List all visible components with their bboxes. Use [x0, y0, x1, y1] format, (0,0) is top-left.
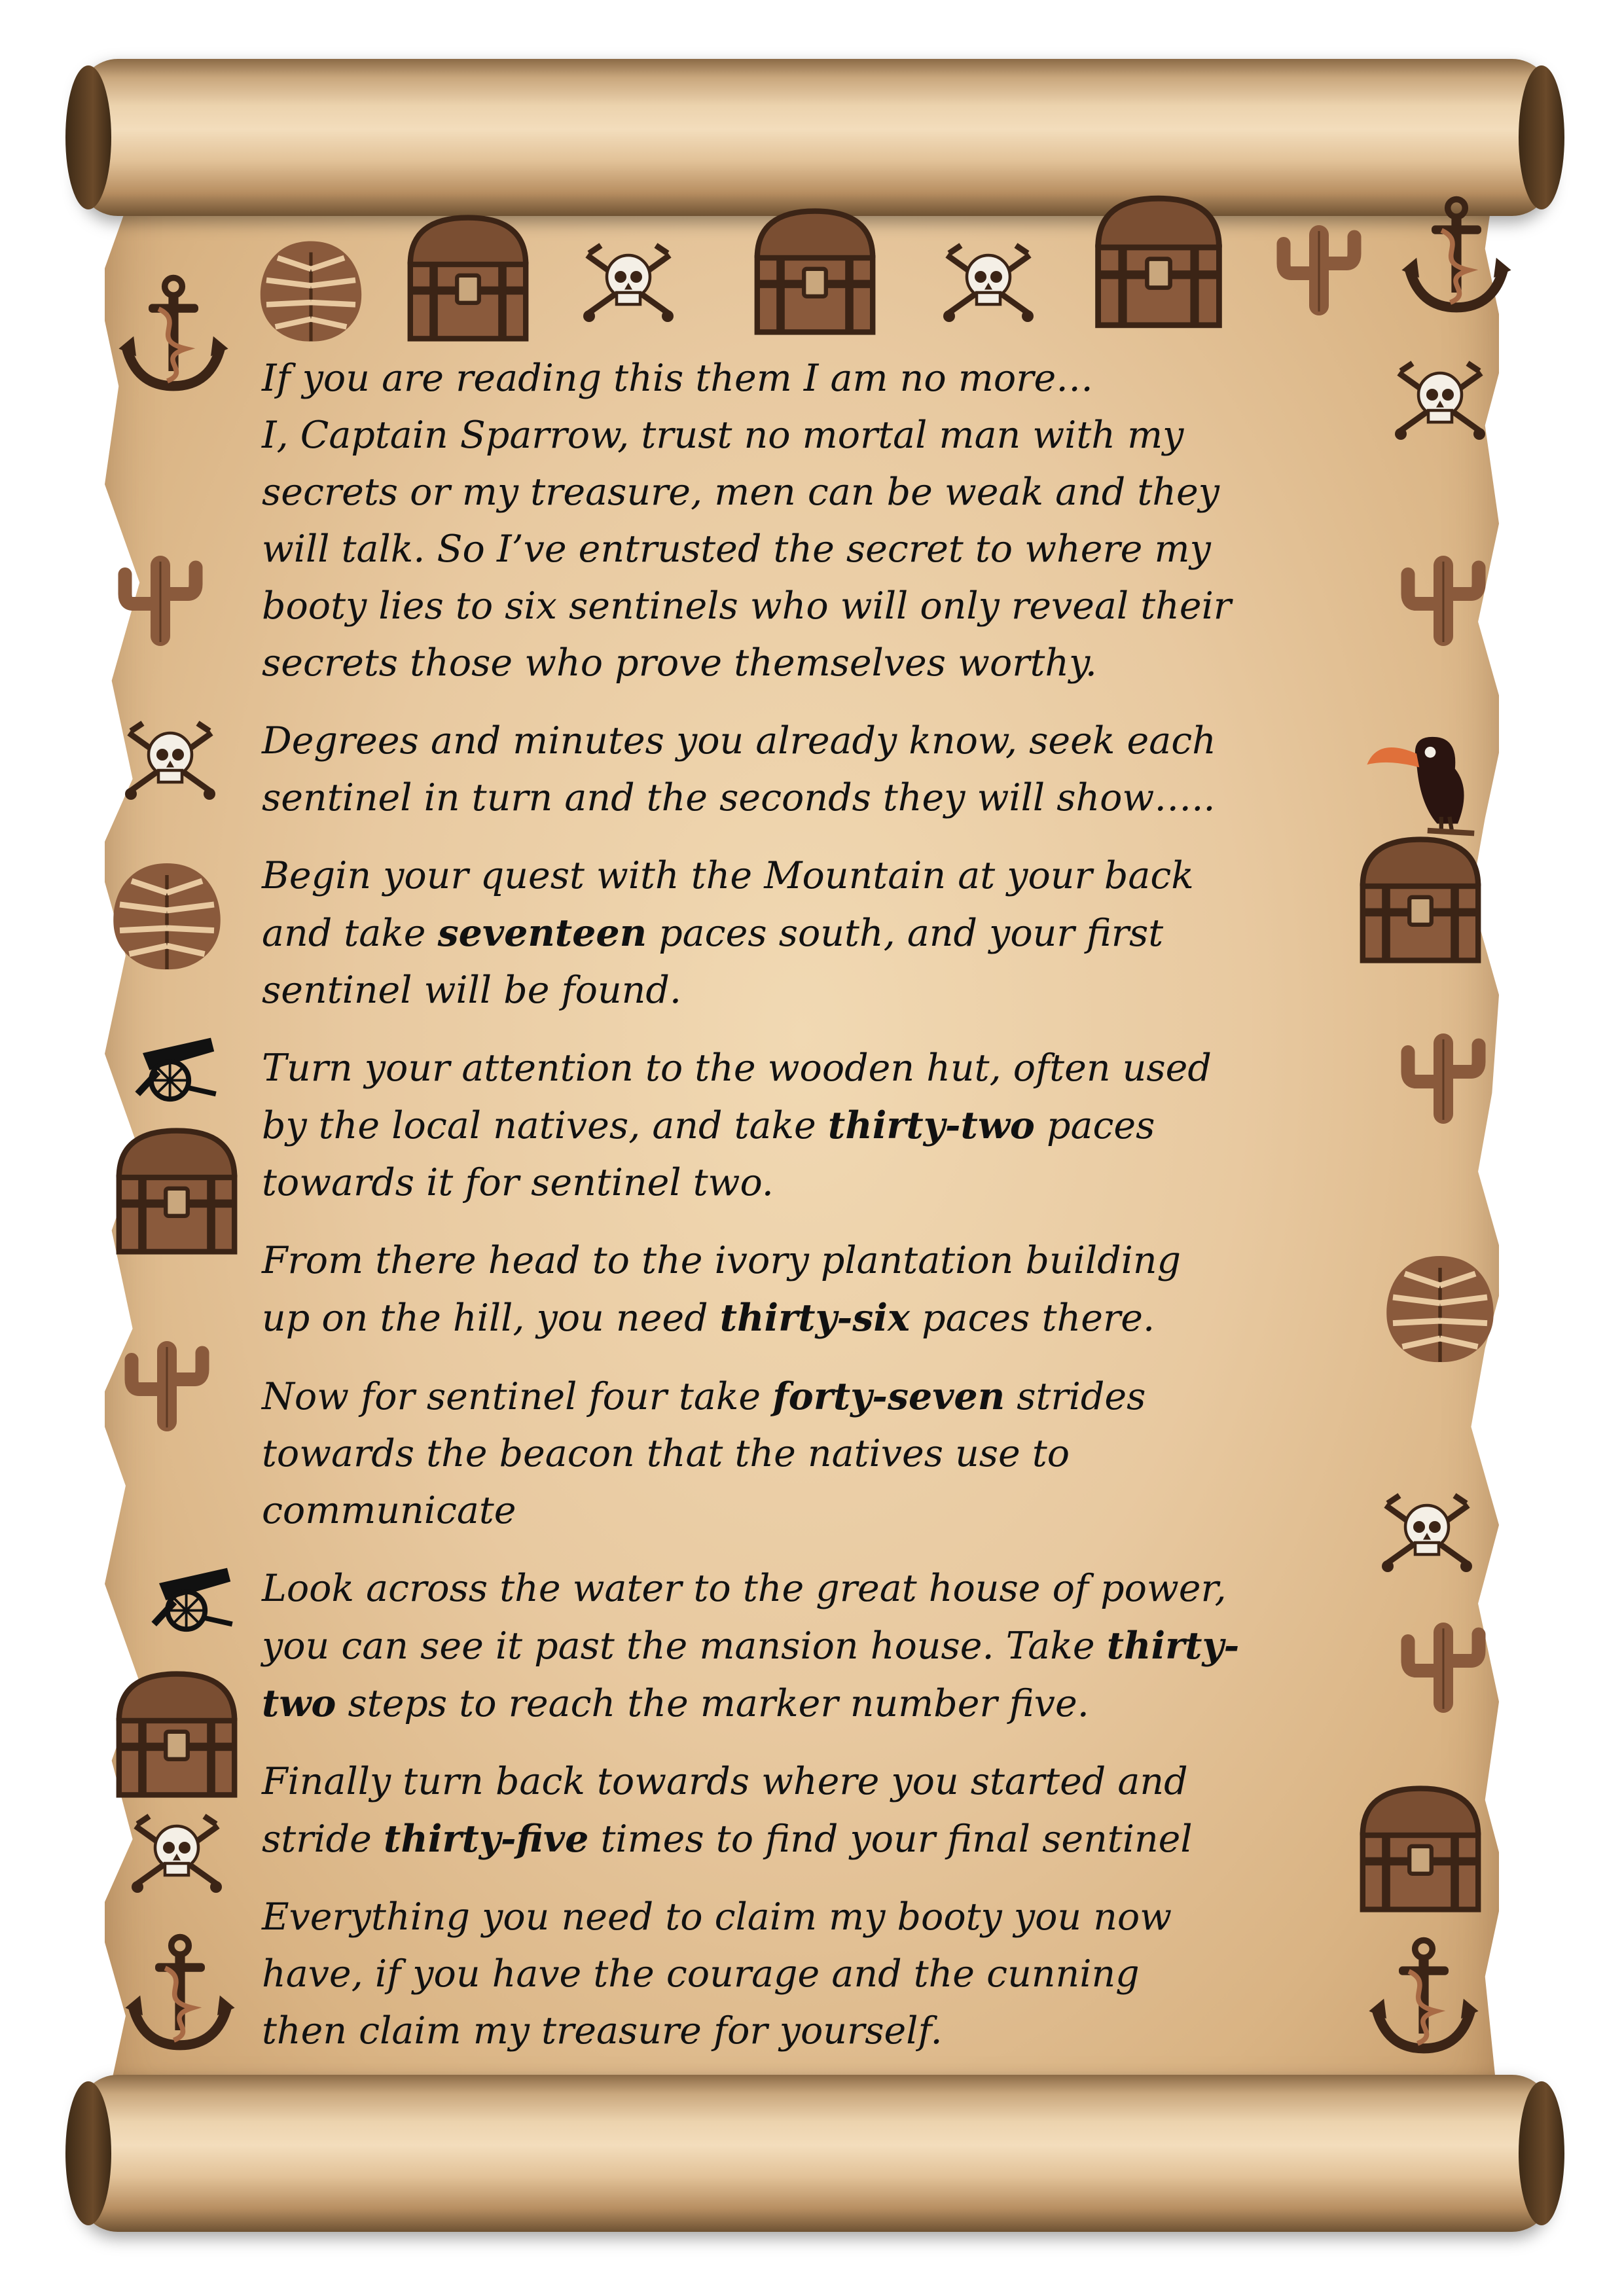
text-line: From there head to the ivory plantation building [262, 1239, 1182, 1282]
text-line: sentinel in turn and the seconds they will show….. [262, 776, 1216, 819]
text-line: two steps to reach the marker number five. [262, 1681, 1089, 1725]
text-line: towards it for sentinel two. [262, 1161, 774, 1204]
anchor-icon [1362, 1918, 1486, 2075]
cactus-icon [1394, 995, 1492, 1158]
text-line: booty lies to six sentinels who will only reveal their [262, 584, 1232, 628]
text-line: sentinel will be found. [262, 969, 681, 1012]
monstera-leaf-icon [1381, 1250, 1499, 1368]
text-line: up on the hill, you need thirty-six paces there. [262, 1296, 1155, 1340]
anchor-icon [118, 1911, 242, 2075]
monstera-leaf-icon [255, 236, 367, 347]
paragraph-sentinel-six [262, 1753, 1375, 1868]
cactus-icon [118, 1302, 216, 1466]
paragraph-sentinel-five [262, 1560, 1375, 1732]
paragraph-closing [262, 1889, 1375, 2060]
text-line: secrets or my treasure, men can be weak and they [262, 471, 1219, 514]
text-line: Turn your attention to the wooden hut, often used [262, 1047, 1212, 1090]
pace-count: thirty-two [827, 1103, 1035, 1147]
pace-count: thirty- [1106, 1624, 1240, 1668]
skull-crossed-swords-icon [98, 713, 242, 812]
cactus-icon [1394, 517, 1492, 681]
text-line: Look across the water to the great house of power, [262, 1567, 1227, 1610]
treasure-chest-icon [108, 1662, 245, 1806]
paragraph-sentinel-one [262, 848, 1375, 1019]
text-line: Everything you need to claim my booty you now [262, 1895, 1172, 1939]
cactus-icon [1270, 187, 1368, 350]
treasure-chest-icon [399, 209, 537, 347]
text-line: towards the beacon that the natives use to [262, 1432, 1070, 1475]
text-line: If you are reading this them I am no more… [262, 357, 1094, 400]
cactus-icon [1394, 1584, 1492, 1748]
text-line: Begin your quest with the Mountain at your back [262, 854, 1194, 897]
text-line: secrets those who prove themselves worthy. [262, 641, 1097, 685]
paragraph-degrees [262, 713, 1375, 827]
cannon-icon [98, 1028, 255, 1113]
paragraph-sentinel-three [262, 1232, 1375, 1347]
treasure-chest-icon [108, 1119, 245, 1263]
text-line: Now for sentinel four take forty-seven strides [262, 1374, 1146, 1418]
treasure-letter [262, 350, 1375, 2081]
text-line: have, if you have the courage and the cunning [262, 1952, 1140, 1996]
text-line: communicate [262, 1489, 516, 1532]
text-line: by the local natives, and take thirty-two paces [262, 1103, 1155, 1147]
paragraph-intro [262, 350, 1375, 692]
treasure-chest-icon [1087, 187, 1231, 337]
text-line: Finally turn back towards where you started and [262, 1760, 1188, 1803]
pace-count: seventeen [437, 911, 647, 955]
scroll-bottom-roll [79, 2075, 1551, 2232]
anchor-icon [111, 252, 236, 416]
toucan-icon [1362, 707, 1499, 844]
cactus-icon [111, 517, 209, 681]
skull-crossed-swords-icon [563, 236, 694, 334]
text-line: you can see it past the mansion house. Take thirty- [262, 1624, 1240, 1668]
cannon-icon [115, 1558, 272, 1643]
text-line: I, Captain Sparrow, trust no mortal man with my [262, 414, 1184, 457]
text-line: stride thirty-five times to find your final sentinel [262, 1817, 1193, 1861]
skull-crossed-swords-icon [1368, 353, 1512, 452]
paragraph-sentinel-two [262, 1040, 1375, 1211]
text-line: Degrees and minutes you already know, seek each [262, 719, 1216, 762]
pace-count: thirty-five [383, 1817, 589, 1861]
treasure-chest-icon [746, 196, 884, 347]
skull-crossed-swords-icon [923, 236, 1054, 334]
text-line: and take seventeen paces south, and your first [262, 911, 1164, 955]
pace-count: thirty-six [719, 1296, 910, 1340]
pace-count: two [262, 1681, 336, 1725]
paragraph-sentinel-four [262, 1368, 1375, 1539]
text-line: then claim my treasure for yourself. [262, 2009, 943, 2053]
skull-crossed-swords-icon [108, 1806, 245, 1905]
anchor-icon [1394, 173, 1519, 337]
monstera-leaf-icon [108, 857, 226, 975]
skull-crossed-swords-icon [1355, 1486, 1499, 1584]
text-line: will talk. So I’ve entrusted the secret to where my [262, 528, 1211, 571]
pace-count: forty-seven [772, 1374, 1005, 1418]
